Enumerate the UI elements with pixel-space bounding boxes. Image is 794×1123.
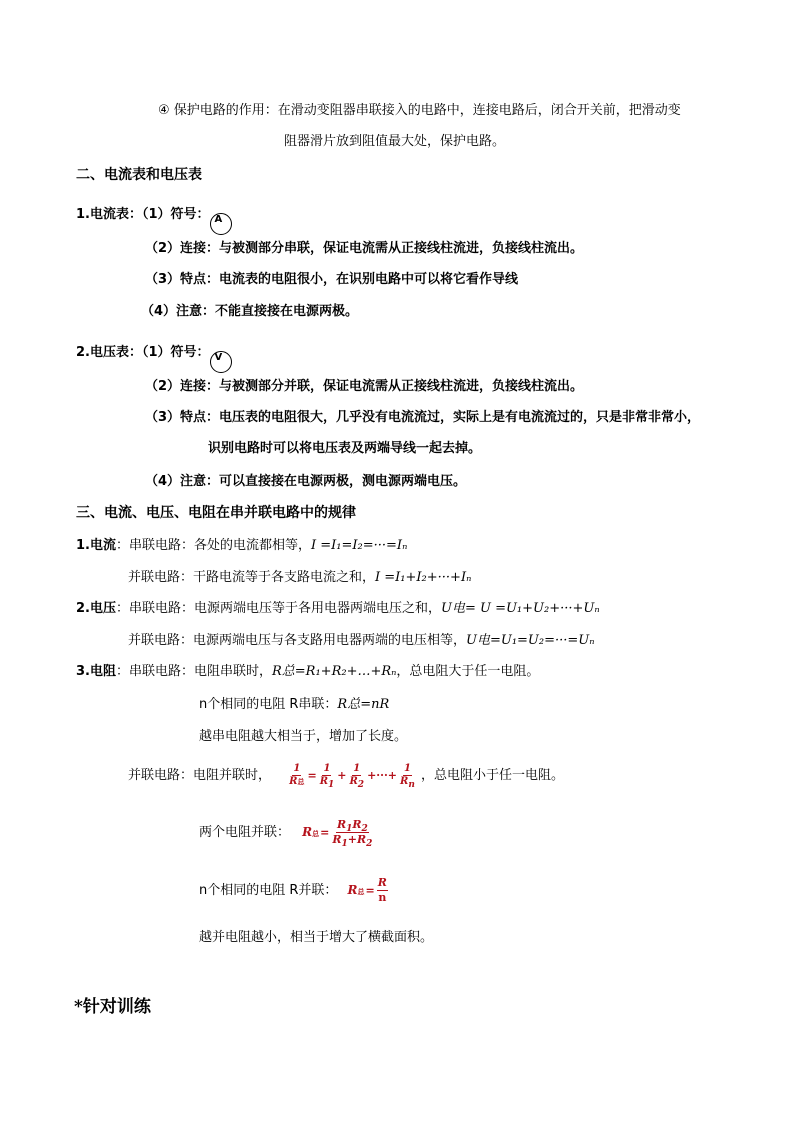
current-series-text: ：串联电路：各处的电流都相等， [115, 538, 311, 553]
voltage-parallel-formula: U电=U₁=U₂=···=Uₙ [466, 633, 595, 648]
current-series-formula: I =I₁=I₂=···=Iₙ [311, 538, 408, 553]
parallel-resistance-formula: $\frac{1}{\text{R总}}$ = $\frac{1}{R_1}$ + $\frac{1}{R_2}$ +···+ $\frac{1}{R_n}$ [289, 763, 415, 790]
section-2-title: 二、电流表和电压表 [76, 167, 202, 183]
resistance-series-row [76, 663, 539, 681]
resistance-label: 3.电阻 [76, 664, 116, 679]
voltage-series-formula: U电= U =U₁+U₂+···+Uₙ [441, 601, 600, 616]
voltmeter-feature-1: （3）特点：电压表的电阻很大，几乎没有电流流过，实际上是有电流流过的，只是非常非常小， [145, 410, 701, 425]
ammeter-connect: （2）连接：与被测部分串联，保证电流需从正接线柱流进，负接线柱流出。 [145, 241, 584, 256]
current-parallel-formula: I =I₁+I₂+···+Iₙ [375, 570, 472, 585]
n-parallel-row [199, 876, 389, 906]
ammeter-feature: （3）特点：电流表的电阻很小，在识别电路中可以将它看作导线 [145, 272, 519, 287]
parallel-note: 越并电阻越小，相当于增大了横截面积。 [199, 930, 434, 945]
protect-line-1: ④ 保护电路的作用：在滑动变阻器串联接入的电路中，连接电路后，闭合开关前，把滑动变 [158, 103, 681, 118]
n-parallel-formula: R总= $\frac{R}{n}$ [347, 876, 387, 904]
ammeter-symbol-row [76, 206, 232, 235]
protect-line-2: 阻器滑片放到阻值最大处，保护电路。 [284, 134, 506, 149]
resistance-parallel-text: 并联电路：电阻并联时， [128, 768, 272, 783]
voltmeter-icon: V [210, 351, 232, 373]
series-note: 越串电阻越大相当于，增加了长度。 [199, 729, 408, 744]
two-parallel-formula: R总= $\frac{R_1R_2}{R_1+R_2}$ [302, 818, 373, 849]
section-3-title: 三、电流、电压、电阻在串并联电路中的规律 [76, 505, 356, 521]
current-parallel-text: 并联电路：干路电流等于各支路电流之和， [128, 570, 376, 585]
ammeter-label: 1.电流表： [76, 207, 142, 222]
voltmeter-connect: （2）连接：与被测部分并联，保证电流需从正接线柱流进，负接线柱流出。 [145, 379, 584, 394]
voltage-series-row [76, 600, 600, 618]
voltmeter-symbol-label: （1）符号： [141, 345, 210, 360]
current-parallel-row [128, 569, 471, 587]
ammeter-icon: A [210, 213, 232, 235]
voltmeter-label: 2.电压表： [76, 345, 142, 360]
resistance-series-tail: ，总电阻大于任一电阻。 [396, 664, 540, 679]
voltmeter-feature-2: 识别电路时可以将电压表及两端导线一起去掉。 [208, 441, 482, 456]
voltage-label: 2.电压 [76, 601, 116, 616]
n-series-formula: R总=nR [337, 697, 390, 712]
n-parallel-text: n个相同的电阻 R并联： [199, 883, 338, 898]
voltage-parallel-row [128, 632, 595, 650]
n-series-text: n个相同的电阻 R串联： [199, 697, 338, 712]
ammeter-note: （4）注意：不能直接接在电源两极。 [141, 304, 359, 319]
current-series-row [76, 537, 407, 555]
voltmeter-note: （4）注意：可以直接接在电源两极，测电源两端电压。 [145, 474, 467, 489]
voltmeter-symbol-row [76, 344, 232, 373]
training-title: *针对训练 [74, 997, 151, 1017]
ammeter-symbol-label: （1）符号： [141, 207, 210, 222]
resistance-series-formula: R总=R₁+R₂+…+Rₙ [272, 664, 397, 679]
n-series-row [199, 696, 389, 714]
two-parallel-text: 两个电阻并联： [199, 825, 291, 840]
voltage-parallel-text: 并联电路：电源两端电压与各支路用电器两端的电压相等， [128, 633, 467, 648]
resistance-parallel-row [128, 762, 564, 790]
voltage-series-text: ：串联电路：电源两端电压等于各用电器两端电压之和， [115, 601, 441, 616]
resistance-series-text: ：串联电路：电阻串联时， [115, 664, 272, 679]
resistance-parallel-tail: ，总电阻小于任一电阻。 [421, 768, 565, 783]
current-label: 1.电流 [76, 538, 116, 553]
two-parallel-row [199, 815, 374, 851]
